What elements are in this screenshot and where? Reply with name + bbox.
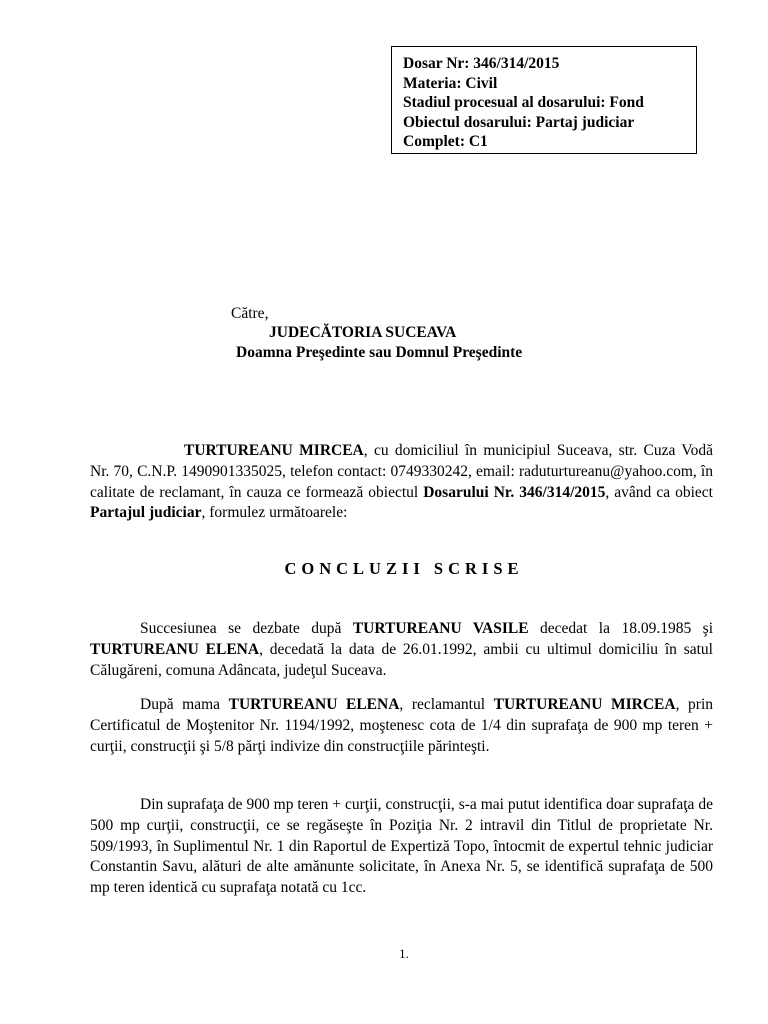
p1-name-2: TURTUREANU ELENA	[90, 640, 260, 658]
paragraph-land-area: Din suprafaţa de 900 mp teren + curţii, construcţii, s-a mai putut identifica doar suprafaţa de 500 mp curţii, construcţii, ce se regăseşte în Poziţia Nr. 2 intravil din Titlul de proprietate Nr. 509/1993, în Suplimentul Nr. 1 din Raportul de Expertiză Topo, întocmit de expertul tehnic judiciar Constantin Savu, alături de alte amănunte solicitate, în Anexa Nr. 5, se identifică suprafaţa de 500 mp teren identică cu suprafaţa notată cu 1cc.	[90, 796, 713, 897]
case-object: Obiectul dosarului: Partaj judiciar	[403, 113, 635, 131]
p2-text-1: După mama	[140, 696, 229, 713]
p2-name-1: TURTUREANU ELENA	[228, 696, 400, 713]
case-number: Dosar Nr: 346/314/2015	[403, 55, 560, 72]
paragraph-inheritance	[90, 695, 713, 757]
p2-text-2: , reclamantul	[399, 696, 494, 713]
p1-name-1: TURTUREANU VASILE	[352, 620, 529, 637]
case-panel: Complet: C1	[403, 133, 488, 150]
intro-text-3: , formulez următoarele:	[201, 504, 348, 522]
case-info-box	[391, 46, 697, 154]
p1-text-3: , decedată la data de 26.01.1992, ambii cu ultimul domiciliu în satul Călugăreni, comuna Adâncata, judeţul Suceava.	[90, 640, 713, 679]
document-title: CONCLUZII SCRISE	[284, 559, 524, 578]
addressee-court: JUDECĂTORIA SUCEAVA	[269, 324, 457, 341]
paragraph-succession	[90, 619, 713, 681]
file-reference: Dosarului Nr. 346/314/2015	[423, 483, 606, 501]
intro-text-2: , având ca obiect	[605, 483, 713, 501]
addressee-president: Doamna Preşedinte sau Domnul Preşedinte	[236, 344, 523, 361]
case-subject: Partajul judiciar	[90, 504, 202, 522]
intro-text-1: , cu domiciliul în municipiul Suceava, str. Cuza Vodă Nr. 70, C.N.P. 1490901335025, telefon contact: 0749330242, email: raduturtureanu@yahoo.com, în calitate de reclamant, în cauza ce formează obiectul	[90, 442, 714, 501]
intro-paragraph	[90, 441, 713, 524]
p1-text-1: Succesiunea se dezbate după	[140, 620, 353, 637]
p1-text-2: decedat la 18.09.1985 şi	[528, 620, 714, 637]
p2-text-3: , prin Certificatul de Moştenitor Nr. 1194/1992, moştenesc cota de 1/4 din suprafaţa de 900 mp teren + curţii, construcţii şi 5/8 părţi indivize din construcţiile părinteşti.	[90, 696, 714, 755]
addressee-to: Către,	[231, 305, 269, 322]
p2-name-2: TURTUREANU MIRCEA	[493, 696, 676, 713]
case-matter: Materia: Civil	[403, 74, 498, 92]
case-stage: Stadiul procesual al dosarului: Fond	[403, 94, 644, 111]
page-number: 1.	[399, 946, 409, 961]
claimant-name: TURTUREANU MIRCEA	[184, 442, 364, 459]
